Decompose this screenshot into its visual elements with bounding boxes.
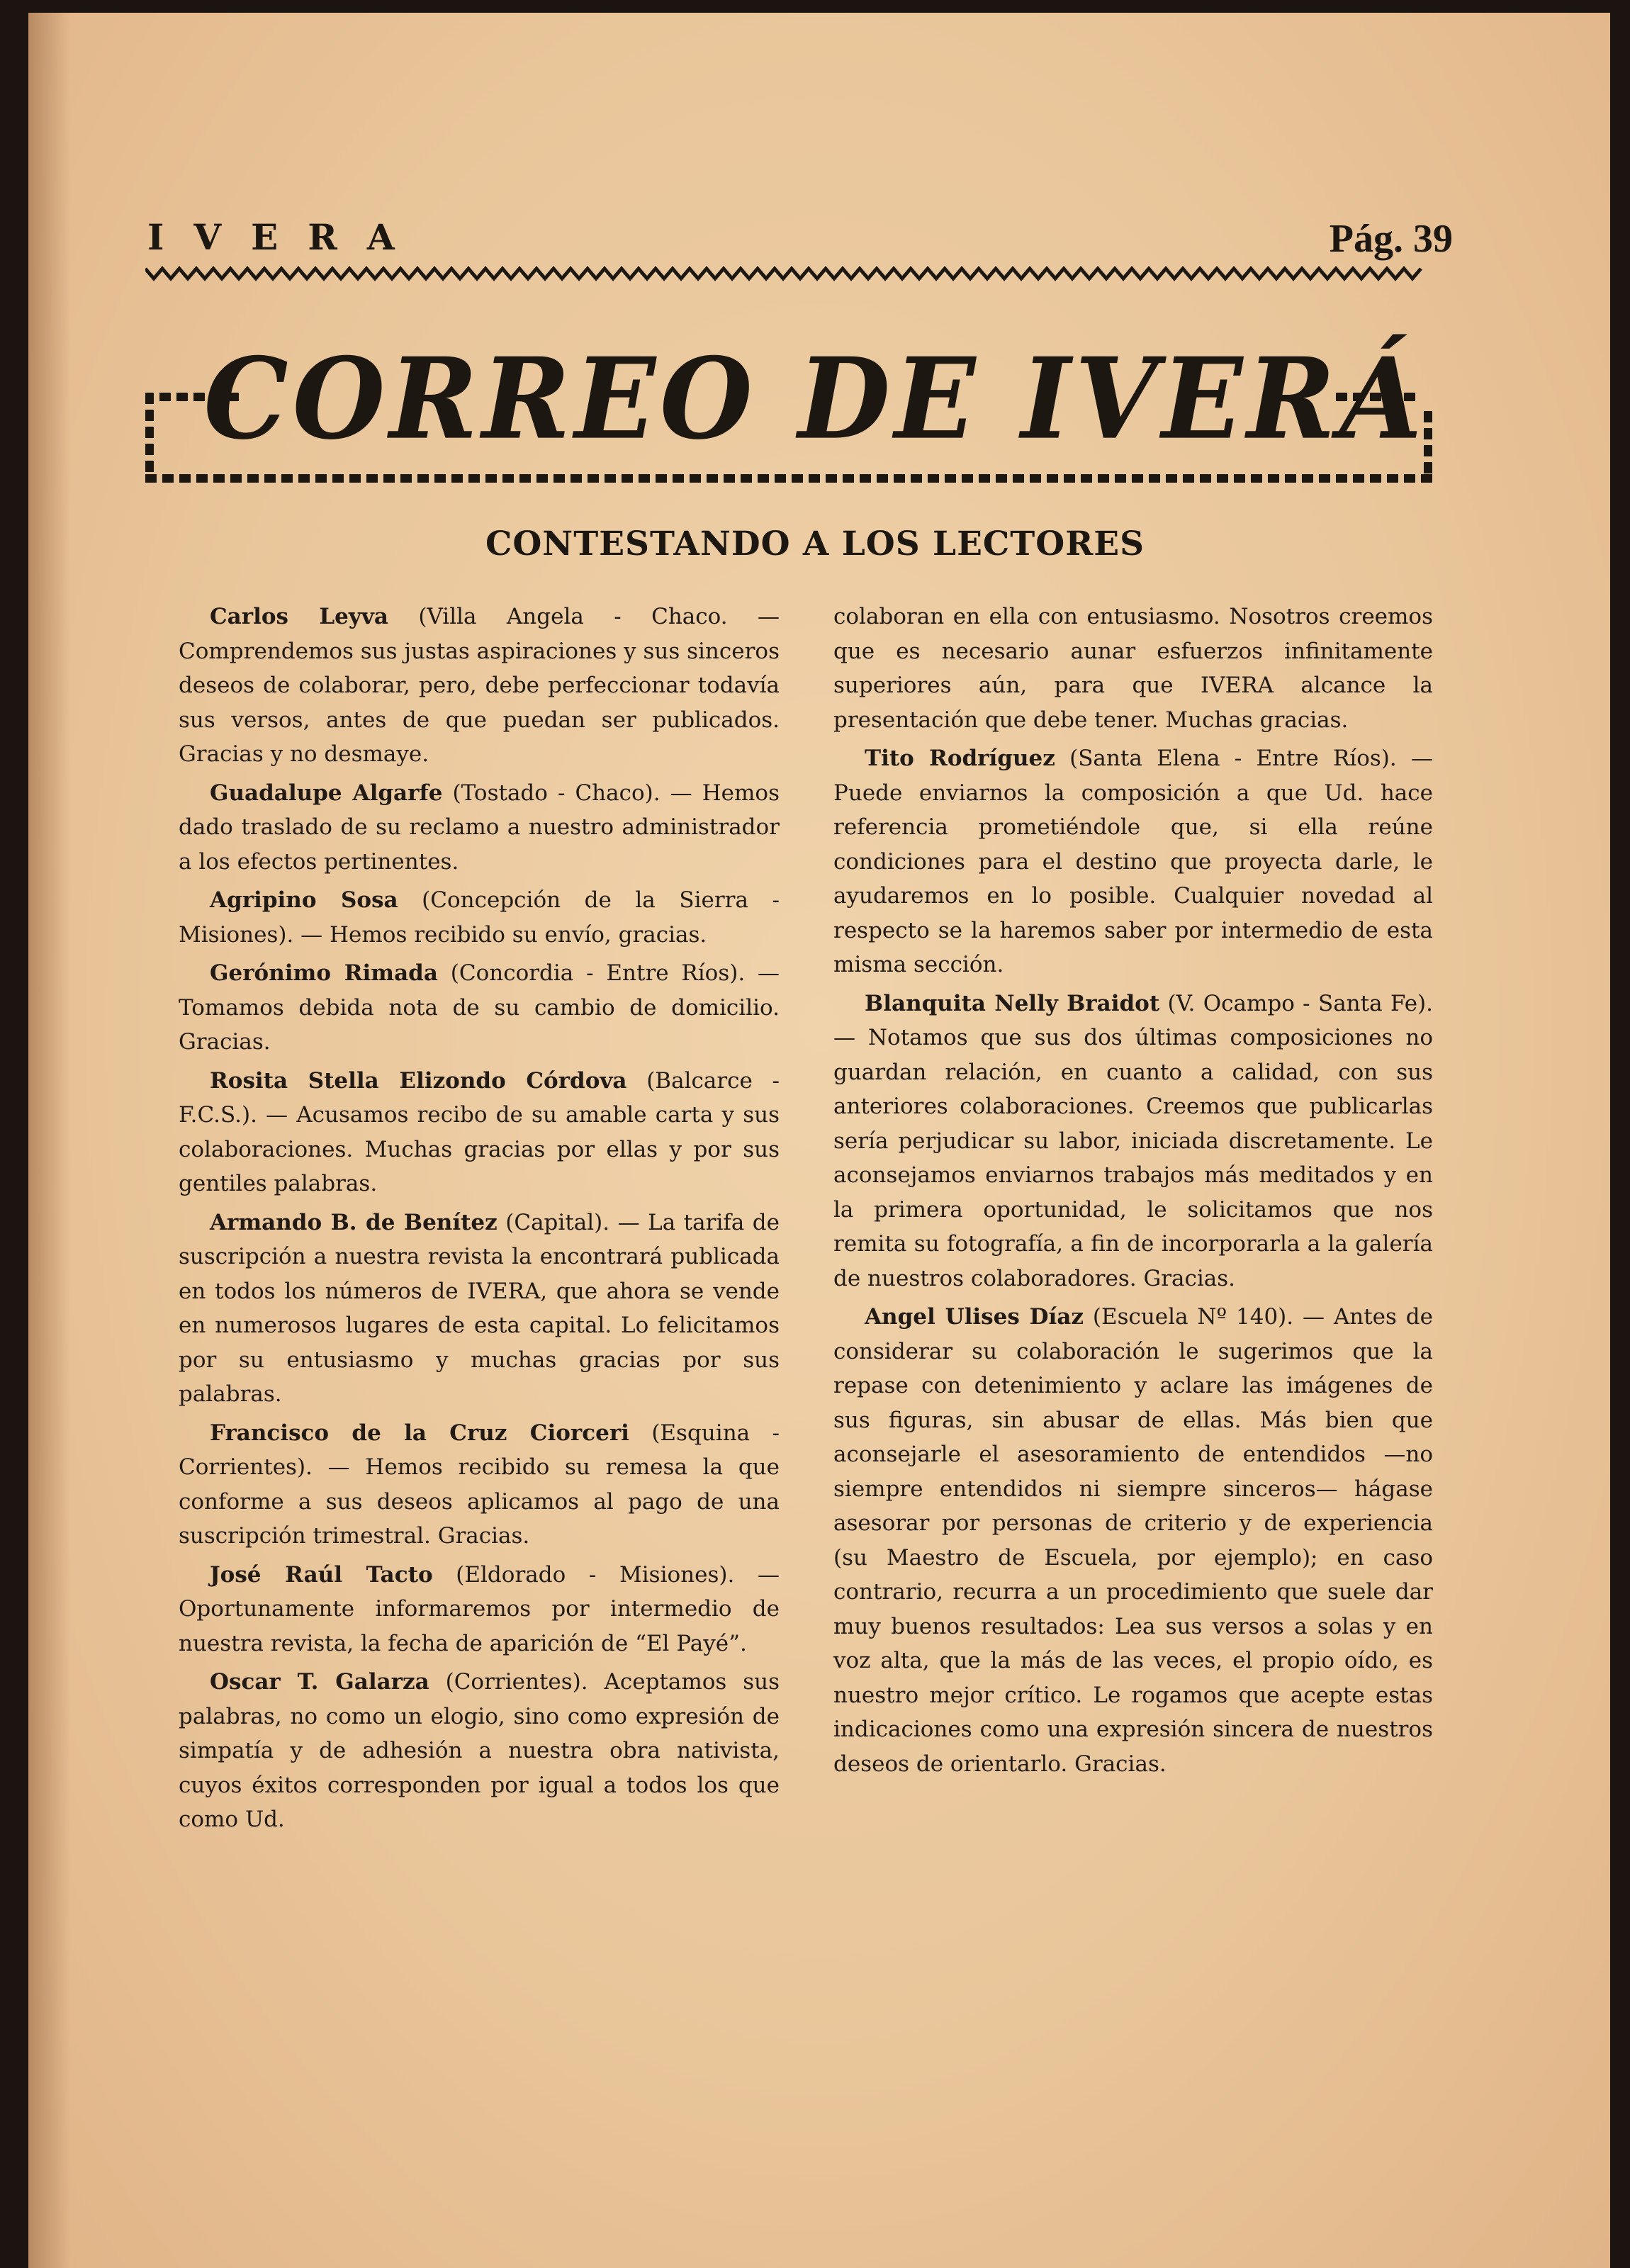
reply-entry	[833, 600, 1433, 737]
reader-name: Tito Rodríguez	[865, 746, 1055, 771]
reply-entry	[179, 956, 780, 1060]
reply-entry	[179, 1558, 780, 1661]
reply-text: (Concepción de la Sierra - Misiones). — Hemos recibido su envío, gracias.	[179, 887, 780, 948]
reader-name: José Raúl Tacto	[210, 1561, 433, 1588]
reply-entry	[179, 1206, 780, 1412]
reply-entry	[179, 776, 780, 880]
reader-name: Angel Ulises Díaz	[865, 1304, 1084, 1330]
reader-name: Carlos Leyva	[210, 604, 388, 629]
reply-text: (Eldorado - Misiones). — Oportunamente informaremos por intermedio de nuestra revista, la fecha de aparición de “El Payé”.	[179, 1561, 780, 1656]
reply-entry	[179, 1416, 780, 1554]
reply-text: (Concordia - Entre Ríos). — Tomamos debida nota de su cambio de domicilio. Gracias.	[179, 960, 780, 1055]
reply-entry	[833, 987, 1433, 1296]
section-subtitle: CONTESTANDO A LOS LECTORES	[485, 524, 1145, 563]
reply-text: (Corrientes). Aceptamos sus palabras, no como un elogio, sino como expresión de simpatía y de adhesión a nuestra obra nativista, cuyos éxitos corresponden por igual a todos los que como Ud.	[179, 1669, 780, 1832]
reply-text: (Esquina - Corrientes). — Hemos recibido su remesa la que conforme a sus deseos aplicamos al pago de una suscripción trimestral. Gracias.	[179, 1420, 780, 1549]
reply-entry	[179, 1064, 780, 1201]
reply-text: (Santa Elena - Entre Ríos). — Puede enviarnos la composición a que Ud. hace referencia prometiéndole que, si ella reúne condiciones para el destino que proyecta darle, le ayudaremos en lo posible. Cualquier novedad al respecto se la haremos saber por intermedio de esta misma sección.	[833, 746, 1433, 977]
reply-entry	[833, 1300, 1433, 1781]
reader-name: Blanquita Nelly Braidot	[865, 990, 1160, 1016]
reply-text: (Capital). — La tarifa de suscripción a nuestra revista la encontrará publicada en todos los números de IVERA, que ahora se vende en numerosos lugares de esta capital. Lo felicitamos por su entusiasmo y muchas gracias por sus palabras.	[179, 1209, 780, 1407]
reader-name: Guadalupe Algarfe	[210, 780, 443, 806]
reply-text: (Escuela Nº 140). — Antes de considerar su colaboración le sugerimos que la repase con detenimiento y aclare las imágenes de sus figuras, sin abusar de ellas. Más bien que aconsejarle el asesoramiento de entendidos —no siempre entendidos ni siempre sinceros— hágase asesorar por personas de criterio y de experiencia (su Maestro de Escuela, por ejemplo); en caso contrario, recurra a un procedimiento que suele dar muy buenos resultados: Lea sus versos a solas y en voz alta, que la más de las veces, el propio oído, es nuestro mejor crítico. Le rogamos que acepte estas indicaciones como una expresión sincera de nuestros deseos de orientarlo. Gracias.	[833, 1304, 1433, 1777]
zigzag-rule	[145, 266, 1428, 281]
running-head-magazine: IVERA	[147, 216, 425, 258]
section-title: CORREO DE IVERÁ	[203, 333, 1427, 465]
page-number: Pág. 39	[1329, 217, 1453, 261]
reply-text: (Villa Angela - Chaco. — Comprendemos sus justas aspiraciones y sus sinceros deseos de colaborar, pero, debe perfeccionar todavía sus versos, antes de que puedan ser publicados. Gracias y no desmaye.	[179, 604, 780, 767]
right-column	[833, 600, 1433, 1785]
reader-name: Oscar T. Galarza	[210, 1669, 429, 1695]
reply-entry	[179, 883, 780, 952]
reader-name: Agripino Sosa	[210, 887, 398, 913]
reply-text: (V. Ocampo - Santa Fe). — Notamos que sus dos últimas composiciones no guardan relación, en cuanto a calidad, con sus anteriores colaboraciones. Creemos que publicarlas sería perjudicar su labor, iniciada discretamente. Le aconsejamos enviarnos trabajos más meditados y en la primera oportunidad, le solicitamos que nos remita su fotografía, a fin de incorporarla a la galería de nuestros colaboradores. Gracias.	[833, 990, 1433, 1291]
reply-entry	[179, 600, 780, 772]
reply-text: (Tostado - Chaco). — Hemos dado traslado de su reclamo a nuestro administrador a los efectos pertinentes.	[179, 780, 780, 875]
reply-text: colaboran en ella con entusiasmo. Nosotros creemos que es necesario aunar esfuerzos infinitamente superiores aún, para que IVERA alcance la presentación que debe tener. Muchas gracias.	[833, 604, 1433, 733]
reply-text: (Balcarce - F.C.S.). — Acusamos recibo de su amable carta y sus colaboraciones. Muchas gracias por ellas y por sus gentiles palabras.	[179, 1067, 780, 1196]
reply-entry	[179, 1665, 780, 1837]
reader-name: Armando B. de Benítez	[210, 1209, 498, 1235]
reply-entry	[833, 741, 1433, 982]
left-column	[179, 600, 780, 1841]
reader-name: Rosita Stella Elizondo Córdova	[210, 1067, 627, 1094]
reader-name: Gerónimo Rimada	[210, 960, 438, 986]
reader-name: Francisco de la Cruz Ciorceri	[210, 1420, 629, 1446]
